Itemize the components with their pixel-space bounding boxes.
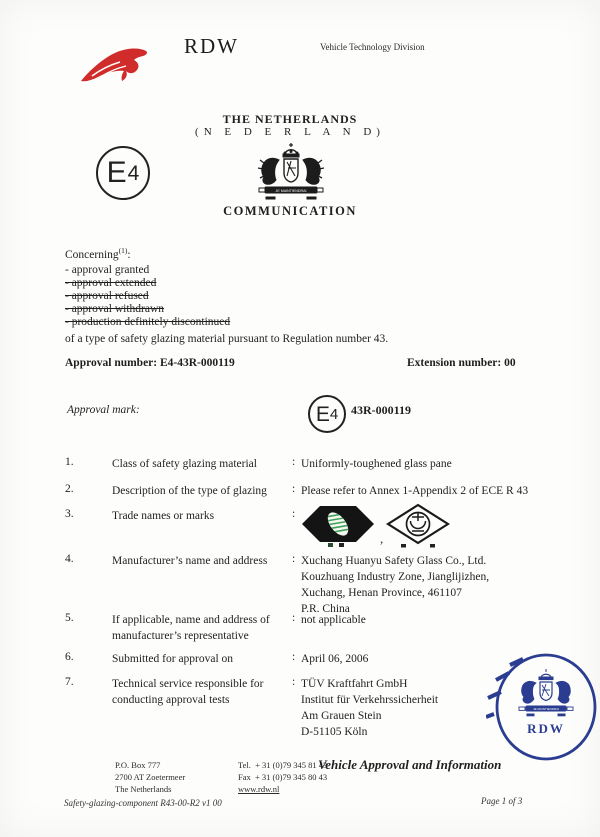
- dutch-coat-of-arms-icon: [252, 142, 330, 204]
- approval-mark-label: Approval mark:: [67, 404, 140, 416]
- item-colon: :: [292, 508, 296, 520]
- footer-contact: Tel. + 31 (0)79 345 81 43 Fax + 31 (0)79 345 80 43 www.rdw.nl: [238, 760, 328, 794]
- trademark-logos-icon: [300, 501, 450, 548]
- document-reference: Safety-glazing-component R43-00-R2 v1 00: [64, 798, 222, 808]
- item-label: Trade names or marks: [112, 510, 215, 522]
- e4-approval-mark-large: [96, 146, 150, 200]
- item-label: Class of safety glazing material: [112, 458, 257, 470]
- country-subtitle: (N E D E R L A N D): [195, 126, 385, 138]
- item-label: Description of the type of glazing: [112, 485, 267, 497]
- item-value-multiline: TÜV Kraftfahrt GmbH Institut für Verkehrssicherheit Am Grauen Stein D-51105 Köln: [301, 678, 439, 738]
- e4-approval-mark-small: E 4: [308, 395, 346, 433]
- footnote-ref: (1): [118, 246, 128, 255]
- item-value-multiline: Xuchang Huanyu Safety Glass Co., Ltd. Kouzhuang Industry Zone, Jianglijizhen, Xuchang, Henan Province, 461107 P.R. China: [301, 555, 490, 615]
- brand-title: RDW: [184, 34, 239, 58]
- item-label: Manufacturer’s name and address: [112, 555, 268, 567]
- item-colon: :: [292, 456, 296, 468]
- item-number: 2.: [65, 483, 74, 495]
- rdw-stamp-icon: [486, 651, 600, 765]
- item-value: Uniformly-toughened glass pane: [301, 458, 452, 470]
- concerning-option: - approval granted: [65, 264, 150, 276]
- footer-tagline: Vehicle Approval and Information: [318, 757, 502, 772]
- item-colon: :: [292, 483, 296, 495]
- page-number: Page 1 of 3: [481, 796, 523, 806]
- item-colon: :: [292, 651, 296, 663]
- approval-number: Approval number: E4-43R-000119: [65, 357, 235, 369]
- concerning-option: - approval refused: [65, 290, 149, 302]
- item-number: 4.: [65, 553, 74, 565]
- concerning-subject: of a type of safety glazing material pursuant to Regulation number 43.: [65, 333, 389, 345]
- item-number: 1.: [65, 456, 74, 468]
- e4-number: 4: [127, 161, 140, 185]
- item-colon: :: [292, 676, 296, 688]
- concerning-option: - production definitely discontinued: [65, 316, 231, 328]
- svg-text:JE MAINTIENDRAI: JE MAINTIENDRAI: [533, 707, 559, 712]
- svg-text:,: ,: [380, 531, 384, 546]
- item-number: 3.: [65, 508, 74, 520]
- item-label-multiline: If applicable, name and address of manufacturer’s representative: [112, 614, 270, 642]
- item-value: not applicable: [301, 614, 366, 626]
- website-link: www.rdw.nl: [238, 784, 280, 794]
- item-colon: :: [292, 612, 296, 624]
- concerning-label: Concerning$^{(1)}$:: [65, 246, 131, 261]
- item-label: Submitted for approval on: [112, 653, 234, 665]
- doc-type-title: COMMUNICATION: [223, 204, 357, 218]
- concerning-option: - approval withdrawn: [65, 303, 164, 315]
- item-colon: :: [292, 553, 296, 565]
- footer-address: P.O. Box 777 2700 AT Zoetermeer The Netherlands: [115, 760, 186, 794]
- item-label-multiline: Technical service responsible for conducting approval tests: [112, 678, 264, 706]
- division-label: Vehicle Technology Division: [320, 42, 425, 52]
- concerning-option: - approval extended: [65, 277, 157, 289]
- extension-number: Extension number: 00: [407, 357, 516, 369]
- rdw-bird-logo-icon: [80, 43, 152, 85]
- stamp-text: RDW: [527, 721, 565, 736]
- e4-letter: E: [106, 156, 127, 189]
- item-value: Please refer to Annex 1-Appendix 2 of ECE R 43: [301, 485, 529, 497]
- item-number: 6.: [65, 651, 74, 663]
- motto-text: JE MAINTIENDRAI: [275, 189, 307, 193]
- country-title: THE NETHERLANDS: [222, 112, 358, 126]
- item-number: 5.: [65, 612, 74, 624]
- approval-mark-code: 43R-000119: [351, 403, 411, 417]
- item-value: April 06, 2006: [301, 653, 369, 665]
- item-number: 7.: [65, 676, 74, 688]
